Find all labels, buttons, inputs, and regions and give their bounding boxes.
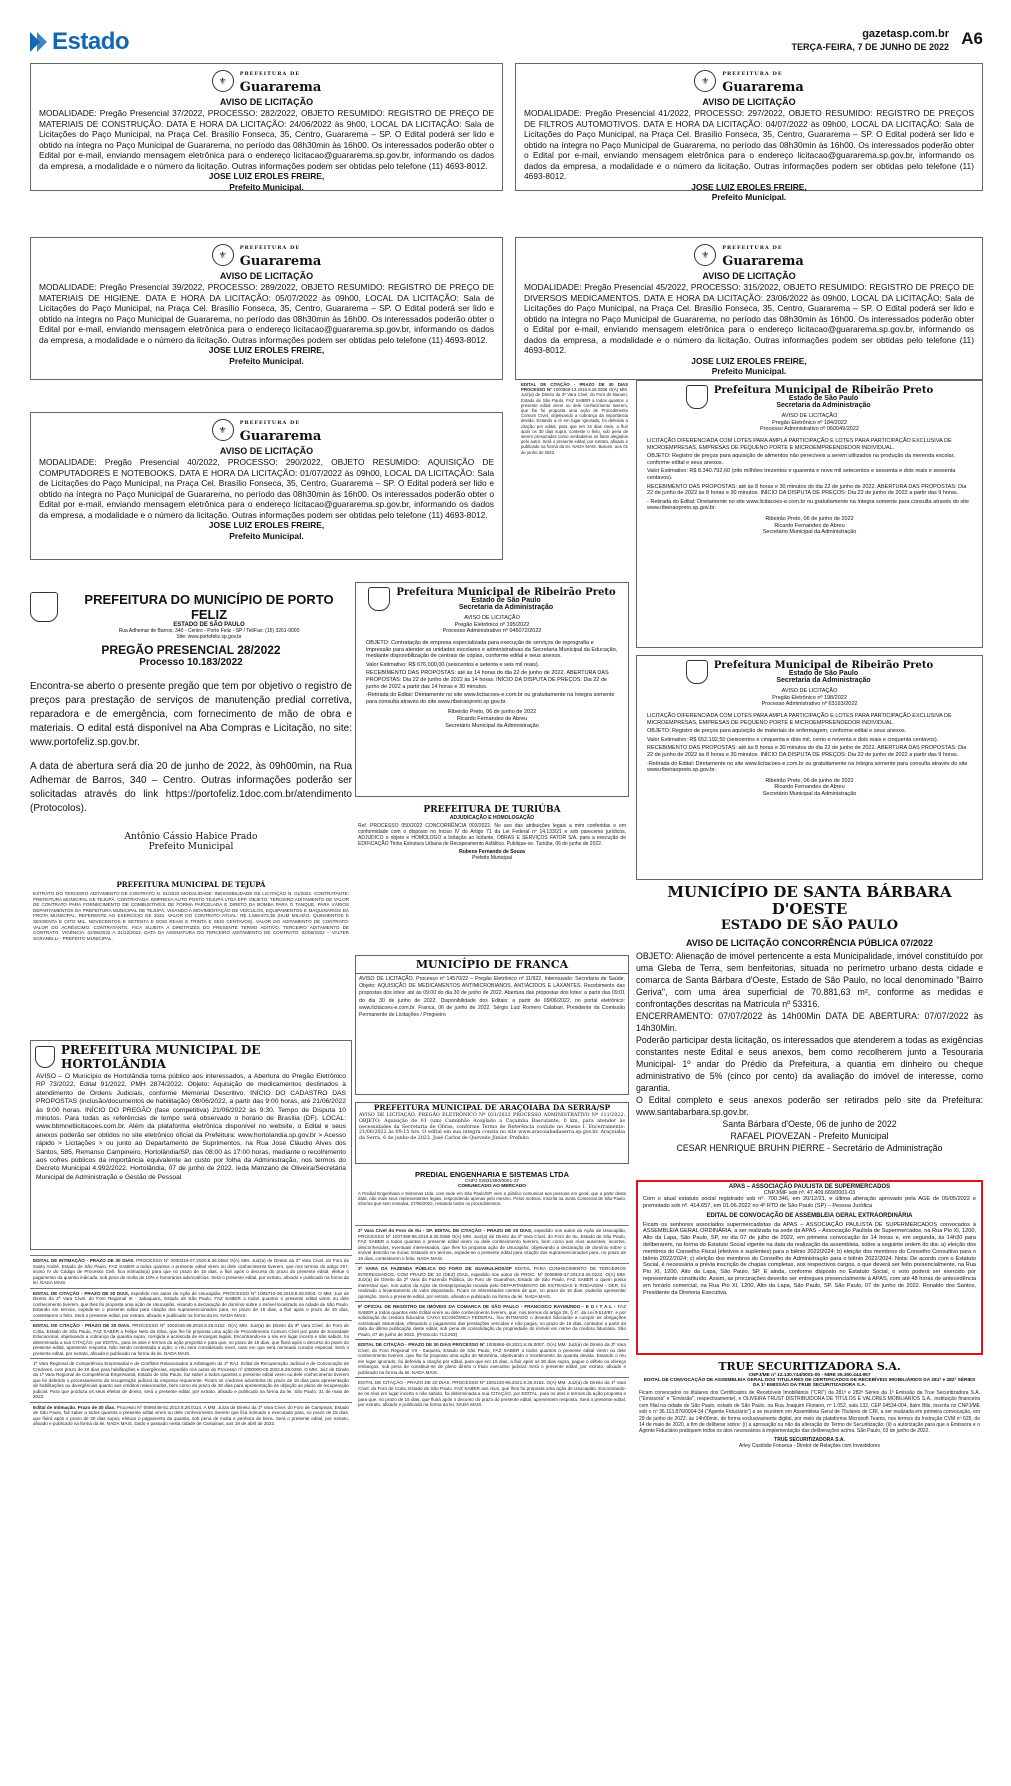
guararema-logo: ⚜ PREFEITURA DE Guararema [212,417,322,443]
apas-notice: APAS – ASSOCIAÇÃO PAULISTA DE SUPERMERCADOS CNPJ/MF sob nº. 47.409.669/0001-03 Com o atual estatuto social registrado sob nº. 700.346, em 20/12/21, e última alteração aprovado pela AGE de 05/05/2022 e premotado sob nº. 414.657, em 01.06.2022 no 4º RTD de São Paulo (SP) – Pessoa Jurídica EDITAL DE CONVOCAÇÃO DE ASSEMBLEIA GERAL EXTRAORDINÁRIA Ficam os senhores associados supermercadistas da APAS – ASSOCIAÇÃO PAULISTA DE SUPERMERCADOS convocados à ASSEMBLEIA GERAL ORDINÁRIA, a ser realizada na sede da APAS – Associação Paulista de Supermercados, na Rua Pio XI, 1200, Alto da Lapa, São Paulo, SP, no dia 07 de julho de 2022, em primeira convocação às 14 horas e, em segunda, às 14h30 para deliberarem, na forma do Estatuto Social vigente na data da realização da assembleia, sobre a seguinte ordem do dia: a) eleição dos membros do Conselho Fiscal (efetivos e suplentes) para o biênio 2022/2024; b) eleição dos membros do Conselho Consultivo para o biênio 2022/2024; c) eleição dos membros do Conselho de Administração para o biênio 2022/2024. Nota: De acordo com o Estatuto Social, é necessária a prévia inscrição de chapas completas, aos respectivos cargos, o que deverá ser feito presencialmente, na Rua Pio XI, 1200, Alto da Lapa, São Paulo, SP. E ainda, conforme disposto no Estatuto Social, o voto poderá ser exercido por representante constituído. Assim, as procurações deverão ser entregues presencialmente à APAS, com até 48 horas de antecedência em horário comercial, na Rua Pio XI, 1200, Alto da Lapa, São Paulo, SP. São Paulo, 07 de junho de 2022. Ronaldo dos Santos, Presidente da Diretoria Executiva. [636,1180,983,1355]
coat-of-arms-icon: ⚜ [212,70,234,92]
signer-role: Prefeito Municipal [148,842,234,852]
guararema-logo: ⚜ PREFEITURA DE Guararema [694,242,804,268]
notice-body: MODALIDADE: Pregão Presencial 40/2022, PROCESSO: 290/2022, OBJETO RESUMIDO: AQUISIÇÃO DE COMPUTADORES E NOTEBOOKS. DATA E HORA DA LICITAÇÃO: 01/07/2022 às 09h00, LOCAL DA LICITAÇÃO: Sala de Licitações do Paço Municipal, na Praça Cel. Brasílio Fonseca, 35, Centro, Guararema – SP. O Edital poderá ser lido e obtido na íntegra no Paço Municipal de Guararema, no período das 08h30min às 16h00. Os interessados poderão obter o Edital por e-mail, enviando mensagem eletrônica para o endereço licitacao@guararema.sp.gov.br, informando os dados da empresa, a modalidade e o número da licitação. Outras informações podem ser obtidas pelo telefone (11) 4693-8012. [39,457,494,520]
signer: JOSE LUIZ EROLES FREIRE, [208,345,325,355]
guararema-notice-5 [30,412,503,560]
coat-of-arms-icon: ⚜ [212,244,234,266]
notice-body: MODALIDADE: Pregão Presencial 45/2022, PROCESSO: 315/2022, OBJETO RESUMIDO: REGISTRO DE PREÇO DE DIVERSOS MEDICAMENTOS. DATA E HORA DA LICITAÇÃO: 23/06/2022 às 09h00, LOCAL DA LICITAÇÃO: Sala de Licitações do Paço Municipal, na Praça Cel. Brasílio Fonseca, 35, Centro, Guararema – SP. O Edital poderá ser lido e obtido na íntegra no Paço Municipal de Guararema, no período das 08h30min às 16h00. Os interessados poderão obter o Edital por e-mail, enviando mensagem eletrônica para o endereço licitacao@guararema.sp.gov.br, informando os dados da empresa, a modalidade e o número da licitação. Outras informações podem ser obtidas pelo telefone (11) 4693-8012. [524,282,974,355]
coat-of-arms-icon: ⚜ [694,70,716,92]
hortolandia-notice: PREFEITURA MUNICIPAL DE HORTOLÂNDIA AVISO – O Município de Hortolândia torna público aos interessados, a Abertura do Pregão Eletrônico RP 73/2022, Edital 91/2022, PMH 2874/2022. Objeto: Aquisição de medicamentos destinados à atendimento de Ordens Judiciais, conforme Memorial Descritivo. INÍCIO DO CADASTRO DAS PROPOSTAS (inclusão/documentos de habilitação) 08/06/2022, a partir das 9:00 horas, até 21/06/2022 às 9:00 horas. INÍCIO DO PREGÃO (fase competitiva) 21/06/2022 às 9:30. Tempo de Disputa 10 minutos. Para todas as referências de tempo será observado o horário de Brasília (DF). LOCAL: www.bbmnetlicitacoes.com.br. Além da plataforma eletrônica disponível no website, o Edital e seus anexos poderão ser obtidos no site eletrônico oficial da Prefeitura: www.hortolandia.sp.gov.br > Acesso rápido > Licitações > ou junto ao Departamento de Suprimentos, na Rua José Cláudio Alves dos Santos, 585, Remanso Campineiro, Hortolândia/SP, das 08:00 às 17:00 horas, mediante o recolhimento aos cofres públicos da importância equivalente ao custo por folha da Administração, nos termos do Decreto Municipal 4.992/2022. Hortolândia, 07 de junho de 2022. Ieda Manzano de Oliveira/Secretária Municipal de Administração e Gestão de Pessoal [30,1040,352,1250]
guararema-logo: ⚜ PREFEITURA DE Guararema [212,68,322,94]
coat-of-arms-icon [368,587,390,611]
guararema-logo: ⚜ PREFEITURA DE Guararema [212,242,322,268]
aracoiaba-notice: PREFEITURA MUNICIPAL DE ARAÇOIABA DA SERRA/SP AVISO DE LICITAÇÃO, PREGÃO ELETRÔNICO Nº 031/2022 PROCESSO ADMINISTRATIVO Nº 111/2022. OBJETO: Aquisição de 01 (um) Caminhão Acoplado a Caçamba Basculante, 0 km, para atender às necessidades da Secretaria de Obras, conforme Termo de Referência contido no Anexo I. Encerramento: 21/06/2022 às 09:15 hrs. O edital em sua íntegra consta no site www.aracoiabadaserra.sp.gov.br. Araçoiaba da Serra, 6 de junho de 2022. José Carlos de Quevedo Júnior. Prefeito [355,1102,629,1164]
porto-feliz-notice: PREFEITURA DO MUNICÍPIO DE PORTO FELIZ ESTADO DE SÃO PAULO Rua Adhemar de Barros, 340 - Centro - Porto Feliz - SP / Tel/Fax: (15) 3261-9000 Site: www.portofeliz.sp.gov.br PREGÃO PRESENCIAL 28/2022 Processo 10.183/2022 Encontra-se aberto o presente pregão que tem por objetivo o registro de preços para prestação de serviços de manutenção predial corretiva, reparadora e de emergência, com fornecimento de mão de obra e materiais. O edital está disponível na Aba Compras e Licitação, no site: www.portofeliz.sp.gov.br. A data de abertura será dia 20 de junho de 2022, às 09h00min, na Rua Adhemar de Barros, 340 – Centro. Outras informações poderão ser solicitadas através do link https://portofeliz.1doc.com.br/atendimento (Protocolos). Antônio Cássio Habice Prado Prefeito Municipal [30,592,352,872]
notice-body: MODALIDADE: Pregão Presencial 39/2022, PROCESSO: 289/2022, OBJETO RESUMIDO: REGISTRO DE PREÇO DE MATERIAIS DE HIGIENE. DATA E HORA DA LICITAÇÃO: 05/07/2022 às 09h00, LOCAL DA LICITAÇÃO: Sala de Licitações do Paço Municipal, na Praça Cel. Brasílio Fonseca, 35, Centro, Guararema – SP. O Edital poderá ser lido e obtido na íntegra no Paço Municipal de Guararema, no período das 08h30min às 16h00. Os interessados poderão obter o Edital por e-mail, enviando mensagem eletrônica para o endereço licitacao@guararema.sp.gov.br, informando os dados da empresa, a modalidade e o número da licitação. Outras informações podem ser obtidas pelo telefone (11) 4693-8012. [39,282,494,345]
ribeirao-preto-notice-b: Prefeitura Municipal de Ribeirão Preto Estado de São Paulo Secretaria da Administração AVISO DE LICITAÇÃO Pregão Eletrônico nº 195/2022 Processo Administrativo nº 046072/2022 OBJETO: Contratação de empresa especializada para execução de serviços de reprografia e impressão para atender as unidades escolares e administrativas da Secretaria Municipal da Educação, mediante disponibilização de centrais de cópias, conforme edital e seus anexos. Valor Estimativo: R$ 676.000,00 (seiscentos e setenta e seis mil reais). RECEBIMENTO DAS PROPOSTAS: até às 14 horas do dia 22 de junho de 2022. ABERTURA DAS PROPOSTAS: Dia 22 de junho de 2022 às 14 horas. INÍCIO DA DISPUTA DE PREÇOS: Dia 22 de junho de 2022 a partir das 14 horas e 30 minutos. -Retirada do Edital: Diretamente no site www.licitacoes-e.com.br ou gratuitamente na íntegra somente para consulta através do site www.ribeiraopreto.sp.gov.br. Ribeirão Preto, 06 de junho de 2022 Ricardo Fernandes de Abreu Secretário Municipal da Administração [355,582,629,797]
notice-title: AVISO DE LICITAÇÃO [219,271,314,281]
notice-title: AVISO DE LICITAÇÃO [702,271,796,281]
predial-notice: PREDIAL ENGENHARIA E SISTEMAS LTDA CNPJ 02831360/0001-27 COMUNICADO AO MERCADO A Predial Engenharia e Sistemas Ltda. com sede em São Paulo/SP, vem a público comunicar aos pessoas em geral, que a partir desta data, não mais seus representantes legais, respondendo apenas pelo mesmo. Pelos motivos, inscrita na Junta Comercial de São Paulo, informa que sem ressalva, 27/06/2022, restando todos os procedimentos. [355,1170,629,1220]
coat-of-arms-icon [30,592,58,622]
chevron-right-icon [28,30,52,54]
guararema-notice-1 [30,63,503,191]
legal-editais-middle: 2ª Vara Cível do Foro de Itu - SP. EDITAL DE CITAÇÃO - PRAZO DE 20 DIAS, expedido nos autos da Ação de Usucapião, PROCESSO Nº 1007489-56.2019.8.26.0286 O(A) MM. Juiz(a) de Direito da 2ª Vara Cível, do Foro de Itu, Estado de São Paulo, FAZ SABER a todos quantos o presente edital virem ou dele conhecimento tiverem, bem como aos réus ausentes, incertos, desconhecidos, eventuais interessados, que lhes foi proposta ação de Usucapião, objetivando a declaração de domínio sobre o imóvel descrito na inicial. Estando em termos, expede-se o presente edital para citação dos supramencionados para, no prazo de 15 dias, contestarem o feito. NADA MAIS. 2ª VARA DA FAZENDA PÚBLICA DO FORO DE GUARULHOS/SP EDITAL PARA CONHECIMENTO DE TERCEIROS INTERESSADOS, COM PRAZO DE 10 (DEZ) DIAS, expedido nos autos do PROC. Nº 0008995-37.2013.8.26.0224. O(A) MM. Juiz(a) de Direito da 2ª Vara da Fazenda Pública, do Foro de Guarulhos, Estado de São Paulo, FAZ SABER a quem possa interessar que, nos autos da Ação de Desapropriação movida pelo DEPARTAMENTO DE ESTRADAS E RODAGEM - DER, foi realizado o levantamento do valor depositado. Ficam os interessados cientes de que, no prazo de 10 dias, poderão apresentar oposição. Será o presente edital, por extrato, afixado e publicado na forma da lei. NADA MAIS. 9º OFICIAL DE REGISTRO DE IMÓVEIS DA COMARCA DE SÃO PAULO - FRANCISCO RAYMUNDO - E D I T A L - FAZ SABER a todos quantos este Edital virem ou dele conhecimento tiverem, que, nos termos do artigo 26, § 4º, da Lei 9.514/97, e por solicitação da credora fiduciária CAIXA ECONÔMICA FEDERAL, fica INTIMADO o devedor fiduciante a cumprir as obrigações contratuais assumidas, efetuando o pagamento das prestações vencidas e não pagas, no prazo de 15 dias, contados a partir da data da última publicação deste edital, sob pena de consolidação da propriedade do imóvel em nome da credora fiduciária. São Paulo, 07 de junho de 2022. (Protocolo 713.263) EDITAL DE CITAÇÃO - PRAZO DE 30 DIAS PROCESSO Nº 1006886-48.2021.8.26.0007. O(A) MM. Juiz(a) de Direito da 3ª Vara Cível, do Foro Regional VII - Itaquera, Estado de São Paulo, FAZ SABER a todos quantos o presente edital virem ou dele conhecimento tiverem, que lhe foi proposta uma ação de Monitória, objetivando o recebimento da quantia devida. Estando o réu em lugar ignorado, foi deferida a citação por edital, para que em 15 dias, a fluir após os 30 dias supra, pague o débito ou ofereça embargos, sob pena de constituir-se de pleno direito o título executivo judicial. Será o presente edital, por extrato, afixado e publicado na forma da lei. NADA MAIS. EDITAL DE CITAÇÃO - PRAZO DE 20 DIAS. PROCESSO Nº 1001233-66.2021.8.26.0152. O(A) MM. Juiz(a) de Direito da 1ª Vara Cível, do Foro de Cotia, Estado de São Paulo, FAZ SABER aos réus, que lhes foi proposta uma ação de Usucapião. Encontrando-se os réus em lugar incerto e não sabido, foi determinada a sua CITAÇÃO, por EDITAL, para os atos e termos da ação proposta e para que, no prazo de 15 dias, que fluirá após o decurso do prazo do presente edital, apresentem resposta. Será o presente edital, por extrato, afixado e publicado na forma da lei. NADA MAIS. [355,1225,629,1750]
legal-editais-left: EDITAL DE INTIMAÇÃO - PRAZO DE 30 DIAS. PROCESSO Nº 0000319-07.2020.8.26.0554 O(A) MM. Juiz(a) de Direito da 2ª Vara Cível, do Foro de Santo André, Estado de São Paulo, FAZ SABER a todos quantos o presente edital virem ou dele conhecimento tiverem, que nos termos do artigo 257, inciso IV do Código de Processo Civil, fica intimado(a) para que no prazo de 15 dias, a fluir após o decurso do prazo do presente edital, efetue o pagamento da quantia indicada, sob pena de multa de 10% e honorários advocatícios. Será o presente edital, por extrato, afixado e publicado na forma da lei. NADA MAIS. EDITAL DE CITAÇÃO - PRAZO DE 20 DIAS, expedido nos autos da Ação de Usucapião, PROCESSO Nº 1005710-36.2019.8.26.0003. O MM. Juiz de Direito da 2ª Vara Cível, do Foro Regional III - Jabaquara, Estado de São Paulo, FAZ SABER a todos quantos o presente edital virem ou dele conhecimento tiverem, que lhes foi proposta uma ação de Usucapião, visando a declaração de domínio sobre o imóvel localizado na cidade de São Paulo. Estando em termos, expede-se o presente edital para citação dos supramencionados para, no prazo de 15 dias, a fluir após o prazo de 20 dias, contestarem o feito. Será o presente edital, por extrato, afixado e publicado na forma da lei. NADA MAIS. EDITAL DE CITAÇÃO - PRAZO DE 20 DIAS. PROCESSO Nº 1002346-68.2018.8.26.0152. O(A) MM. Juiz(a) de Direito da 3ª Vara Cível, do Foro de Cotia, Estado de São Paulo, FAZ SABER a Felipe Neto da Silva, que lhe foi proposta uma ação de Procedimento Comum Cível por parte de Sociedade Educacional, objetivando a cobrança da quantia supra, corrigida e acrescida de encargos legais. Encontrando-se o réu em lugar incerto e não sabido, foi determinada a sua CITAÇÃO, por EDITAL, para os atos e termos da ação proposta e para que, no prazo de 15 dias, que fluirá após o decurso do prazo do presente edital, apresente resposta. Não sendo contestada a ação, o réu será considerado revel, caso em que será nomeado curador especial. Será o presente edital, por extrato, afixado e publicado na forma da lei. NADA MAIS. 1ª Vara Regional de Competência Empresarial e de Conflitos Relacionados à Arbitragem da 1ª RAJ. Edital de Recuperação Judicial e de Convocação de Credores, com prazo de 10 dias para habilitações e divergências, expedido nos autos do Processo nº 1000000-00.2022.8.26.0260. O MM. Juiz de Direito da 1ª Vara Regional de Competência Empresarial, Estado de São Paulo, faz saber a todos quantos o presente edital virem ou dele conhecimento tiverem que foi deferido o processamento da recuperação judicial da empresa requerente. Ficam os credores advertidos do prazo de 15 dias para apresentação de habilitações ou divergências quanto aos créditos relacionados, bem como do prazo de 30 dias para apresentação de objeção ao plano de recuperação judicial. Para que produza os seus efeitos de direito, será o presente edital, por extrato, afixado e publicado na forma da lei. São Paulo, 31 de maio de 2022. Edital de Intimação. Prazo de 30 dias. Processo Nº 0006448-81.2012.8.26.0114. A MM. Juíza de Direito da 1ª Vara Cível, do Foro de Campinas, Estado de São Paulo, faz saber a todos quantos o presente edital virem ou dele conhecimento tiverem que fica intimado o executado para, no prazo de 15 dias, que fluirá após o prazo de 30 dias supra, efetuar o pagamento da quantia, sob pena de multa e penhora de bens. Será o presente edital, por extrato, afixado e publicado na forma da lei. NADA MAIS. Dado e passado nesta cidade de Campinas, aos 19 de abril de 2022. [30,1255,352,1750]
coat-of-arms-icon [686,385,708,409]
tejupa-notice: PREFEITURA MUNICIPAL DE TEJUPÁ EXTRATO DO TERCEIRO ADITAMENTO DE CONTRATO N. 01/2022 MODALIDADE: INEXIGIBILIDADE DE LICITAÇÃO N. 01/2022. CONTRATANTE: PREFEITURA MUNICIPAL DE TEJUPÁ. CONTRATADA: EMPRESA AUTO POSTO TEJUPÁ LTDA EPP. OBJETO: TERCEIRO ADITAMENTO DE VALOR DE CONTRATO PARA FORNECIMENTO DE COMBUSTÍVEIS DE FORMA PARCELADA E DIRETO DA BOMBA PARA O TANQUE, PARA VÁRIOS DEPARTAMENTOS DA PREFEITURA MUNICIPAL DE TEJUPÁ, VISANDO A MOVIMENTAÇÃO DE VEÍCULOS, EQUIPAMENTOS E MAQUINÁRIOS DA FROTA MUNICIPAL, REFERENTE AO EXERCÍCIO DE 2022. VALOR DO CONTRATO ATUAL: R$ 1.568.972,36 (HUM MILHÃO, QUINHENTOS E SESSENTA E OITO MIL, NOVECENTOS E SETENTA E DOIS REAIS E TRINTA E SEIS CENTAVOS). VALOR DO ADITAMENTO DE CONTRATO: VALOR DO ACRÉSCIMO. CONTRATANTE, FICA SUJEITA A DIRETRIZES DO PRESENTE TERMO ADITIVO. TERCEIRO ADITAMENTO DE CONTRATO. VIGÊNCIA: 02/06/2022 A 31/12/2022. DATA DA ASSINATURA DO TERCEIRO ADITAMENTO DE CONTRATO: 02/06/2022 – VALTER SCRANELLI - PREFEITO MUNICIPAL. [30,880,352,1030]
santa-barbara-notice: MUNICÍPIO DE SANTA BÁRBARA D'OESTE ESTADO DE SÃO PAULO AVISO DE LICITAÇÃO CONCORRÊNCIA PÚBLICA 07/2022 OBJETO: Alienação de imóvel pertencente a esta Municipalidade, imóvel constituído por uma Gleba de Terra, sem benfeitorias, situada no perímetro urbano desta cidade e comarca de Santa Bárbara d'Oeste, Estado de São Paulo, no local denominado "Bairro Geriva", com uma área superficial de 70.881,63 m², conforme as medidas e confrontações descritas na Matrícula nº 53316. ENCERRAMENTO: 07/07/2022 às 14h00Min DATA DE ABERTURA: 07/07/2022 às 14h30Min. Poderão participar desta licitação, os interessados que atenderem a todas as exigências constantes neste Edital e seus anexos, bem como recolherem junto a Tesouraria Municipal- 1º andar do Prédio da Prefeitura, a quantia em dinheiro ou cheque administrativo de 5% (cinco por cento) da avaliação do imóvel de interesse, como garantia. O Edital completo e seus anexos poderão ser retirados pelo site da Prefeitura: www.santabarbara.sp.gov.br. Santa Bárbara d'Oeste, 06 de junho de 2022 RAFAEL PIOVEZAN - Prefeito Municipal CESAR HENRIQUE BRUHN PIERRE - Secretário de Administração [636,884,983,1174]
edition-date: TERÇA-FEIRA, 7 DE JUNHO DE 2022 [791,42,949,52]
guararema-notice-3 [30,237,503,380]
site-url[interactable]: gazetasp.com.br [862,28,949,40]
pregao-title: PREGÃO PRESENCIAL 28/2022 [101,643,281,657]
notice-title: AVISO DE LICITAÇÃO [219,97,314,107]
legal-notice-citacao: EDITAL DE CITAÇÃO - PRAZO DE 30 DIAS PROCESSO Nº 1000868-13.2018.8.26.0068 O(A) MM. Juiz(a) de Direito da 3ª Vara Cível, do Foro de Barueri, Estado de São Paulo, FAZ SABER a todos quantos o presente edital virem ou dele conhecimento tiverem, que lhe foi proposta uma ação de Procedimento Comum Cível, objetivando a cobrança da importância devida. Estando a ré em lugar ignorado, foi deferida a citação por edital, para que em 15 dias úteis, a fluir após os 30 dias supra, conteste o feito, sob pena de serem presumidos como verdadeiros os fatos alegados pelo autor. Será o presente edital, por extrato, afixado e publicado na forma da lei. NADA MAIS. Barueri, aos 01 de junho de 2022. [518,380,631,570]
signer-role: Prefeito Municipal. [229,181,304,192]
notice-title: AVISO DE LICITAÇÃO [219,446,314,456]
signer-role: Prefeito Municipal. [711,192,787,202]
ribeirao-preto-notice-a: Prefeitura Municipal de Ribeirão Preto Estado de São Paulo Secretaria da Administração AVISO DE LICITAÇÃO Pregão Eletrônico nº 184/2022 Processo Administrativo nº 060049/2022 LICITAÇÃO DIFERENCIADA COM LOTES PARA AMPLA PARTICIPAÇÃO E LOTES PARA PARTICIPAÇÃO EXCLUSIVA DE MICROEMPRESAS, EMPRESAS DE PEQUENO PORTE E MICROEMPREENDEDOR INDIVIDUAL. OBJETO: Registro de preços para aquisição de alimentos não perecíveis a serem utilizados na produção da merenda escolar, conforme edital e seus anexos. Valor Estimativo: R$ 8.340.792,60 (oito milhões trezentos e quarenta e nove mil setecentos e sessenta e dois reais e sessenta centavos). RECEBIMENTO DAS PROPOSTAS: até às 8 horas e 30 minutos do dia 22 de junho de 2022. ABERTURA DAS PROPOSTAS: Dia 22 de junho de 2022 às 8 horas e 30 minutos. INÍCIO DA DISPUTA DE PREÇOS: Dia 22 de junho de 2022 a partir das 9 horas. - Retirada do Edital: Diretamente no site www.licitacoes-e.com.br ou gratuitamente na íntegra somente para consulta através do site www.ribeiraopreto.sp.gov.br. Ribeirão Preto, 06 de junho de 2022 Ricardo Fernandes de Abreu Secretário Municipal da Administração [636,380,983,648]
coat-of-arms-icon: ⚜ [694,244,716,266]
rp-header: Prefeitura Municipal de Ribeirão Preto Estado de São Paulo Secretaria da Administração [637,385,982,409]
signer-role: Prefeito Municipal. [229,530,304,541]
signer: Antônio Cássio Habice Prado [124,832,258,842]
brand-name: Estado [52,28,130,55]
processo-number: Processo 10.183/2022 [139,657,243,668]
coat-of-arms-icon: ⚜ [212,419,234,441]
page-number: A6 [961,29,983,48]
guararema-notice-4 [515,237,983,380]
brand-logo[interactable] [28,28,129,56]
guararema-notice-2 [515,63,983,202]
legal-text: 1000868-13.2018.8.26.0068 O(A) MM. Juiz(a) de Direito da 3ª Vara Cível, do Foro de Barueri, Estado de São Paulo, FAZ SABER a todos quantos o presente edital virem ou dele conhecimento tiverem, que lhe foi proposta uma ação de Procedimento Comum Cível, objetivando a cobrança da importância devida. Estando a ré em lugar ignorado, foi deferida a citação por edital, para que em 15 dias úteis, a fluir após os 30 dias supra, conteste o feito, sob pena de serem presumidos como verdadeiros os fatos alegados pelo autor. Será o presente edital, por extrato, afixado e publicado na forma da lei. NADA MAIS. Barueri, aos 01 de junho de 2022. [521,387,628,455]
signer: JOSE LUIZ EROLES FREIRE, [691,181,807,192]
coat-of-arms-icon [35,1046,55,1068]
signer: JOSE LUIZ EROLES FREIRE, [691,355,807,366]
site-info [791,28,949,54]
true-securitizadora-notice: TRUE SECURITIZADORA S.A. CNPJ/ME nº 12.130.744/0001-00 - NIRE 35.300.444.957 EDITAL DE CONVOCAÇÃO DE ASSEMBLEIA GERAL DOS TITULARES DE CERTIFICADOS DE RECEBÍVEIS IMOBILIÁRIOS DA 281ª e 282ª SÉRIES DA 1ª EMISSÃO DA TRUE SECURITIZADORA S.A. Ficam convocados os titulares dos Certificados de Recebíveis Imobiliários ("CRI") da 281ª e 282ª Séries da 1ª Emissão da True Securitizadora S.A. ("Emissora" e "Emissão", respectivamente), e OLIVEIRA TRUST DISTRIBUIDORA DE TÍTULOS E VALORES MOBILIÁRIOS S.A., instituição financeira com filial na cidade de São Paulo, estado de São Paulo, na Rua Joaquim Floriano, nº 1.052, sala 132, CEP 04534-004, Itaim Bibi, inscrita no CNPJ/ME sob o nº 36.113.876/0004-34 ("Agente Fiduciário") a se reunirem em Assembleia Geral de Titulares de CRI, a ser realizada em primeira convocação, em 29 de junho de 2022, às 14h00min, de forma exclusivamente digital, por meio da plataforma Microsoft Teams, nos termos da Instrução CVM nº 625, de 14 de maio de 2020, a fim de deliberar sobre: (i) a aprovação ou não da alteração do Termo de Securitização; (ii) a autorização para que a Emissora e o Agente Fiduciário pratiquem todos os atos necessários à implementação das deliberações acima. São Paulo, 03 de junho de 2022. TRUE SECURITIZADORA S.A. Arley Custódio Fonseca - Diretor de Relações com Investidores [636,1360,983,1750]
signer-role: Prefeito Municipal. [229,355,304,366]
notice-body: MODALIDADE: Pregão Presencial 41/2022, PROCESSO: 297/2022, OBJETO RESUMIDO: REGISTRO DE PREÇOS DE FILTROS AUTOMOTIVOS. DATA E HORA DA LICITAÇÃO: 04/07/2022 às 09h00, LOCAL DA LICITAÇÃO: Sala de Licitações do Paço Municipal, na Praça Cel. Brasílio Fonseca, 35, Centro, Guararema – SP. O Edital poderá ser lido e obtido na íntegra no Paço Municipal de Guararema, no período das 08h30min às 16h00. Os interessados poderão obter o Edital por e-mail, enviando mensagem eletrônica para o endereço licitacao@guararema.sp.gov.br, informando os dados da empresa, a modalidade e o número da licitação. Outras informações podem ser obtidas pelo telefone (11) 4693-8012. [524,108,974,181]
signer-role: Prefeito Municipal. [711,366,787,376]
notice-body: MODALIDADE: Pregão Presencial 37/2022, PROCESSO: 282/2022, OBJETO RESUMIDO: REGISTRO DE PREÇO DE MATERIAIS DE CONSTRUÇÃO. DATA E HORA DA LICITAÇÃO: 24/06/2022 às 9h00, LOCAL DA LICITAÇÃO: Sala de Licitações do Paço Municipal, na Praça Cel. Brasílio Fonseca, 35, Centro, Guararema – SP. O Edital poderá ser lido e obtido na íntegra no Paço Municipal de Guararema, no período das 08h30min às 16h00. Os interessados poderão obter o Edital por e-mail, enviando mensagem eletrônica para o endereço licitacao@guararema.sp.gov.br, informando os dados da empresa, a modalidade e o número da licitação. Outras informações podem ser obtidas pelo telefone (11) 4693-8012. [39,108,494,171]
guararema-logo: ⚜ PREFEITURA DE Guararema [694,68,804,94]
page-header [28,28,983,58]
signer: JOSE LUIZ EROLES FREIRE, [208,520,325,530]
turiuba-notice: PREFEITURA DE TURIÚBA ADJUDICAÇÃO E HOMOLOGAÇÃO Ref. PROCESSO 050/2022 CONCORRÊNCIA 003/2022. No uso das atribuições legais a mim conferidas e em conformidade com o disposto no Inciso IV do Artigo 71 da Lei Federal nº 14.133/21 e sob pareceres jurídicos, ADJUDICO o objeto e HOMOLOGO a licitação ao licitante, OBRAS E SERVIÇOS FATOR S/A, para a execução de EDIFICAÇÃO Tinha Estrutura Urbana de Recapeamento Asfáltico. Publique-se. Turiúba, 06 de junho de 2022. Rubens Fernando de Souza Prefeito Municipal [355,805,629,945]
ribeirao-preto-notice-c: Prefeitura Municipal de Ribeirão Preto Estado de São Paulo Secretaria da Administração AVISO DE LICITAÇÃO Pregão Eletrônico nº 198/2022 Processo Administrativo nº 63193/2022 LICITAÇÃO DIFERENCIADA COM LOTES PARA AMPLA PARTICIPAÇÃO E LOTES PARA PARTICIPAÇÃO EXCLUSIVA DE MICROEMPRESAS, EMPRESAS DE PEQUENO PORTE E MICROEMPREENDEDOR INDIVIDUAL. OBJETO: Registro de preços para aquisição de materiais de enfermagem, conforme edital e seus anexos. Valor Estimativo: R$ 652.192,50 (seiscentos e cinquenta e dois mil, cento e noventa e dois reais e cinquenta centavos). RECEBIMENTO DAS PROPOSTAS: até às 8 horas e 30 minutos do dia 22 de junho de 2022. ABERTURA DAS PROPOSTAS: Dia 22 de junho de 2022 às 8 horas e 30 minutos. INÍCIO DA DISPUTA DE PREÇOS: Dia 22 de junho de 2022 a partir das 9 horas. -Retirada do Edital: Diretamente no site www.licitacoes-e.com.br ou gratuitamente na íntegra somente para consulta através do site www.ribeiraopreto.sp.gov.br. Ribeirão Preto, 06 de junho de 2022 Ricardo Fernandes de Abreu Secretário Municipal da Administração [636,655,983,880]
franca-notice: MUNICÍPIO DE FRANCA AVISO DE LICITAÇÃO. Processo nº 14570/22 – Pregão Eletrônico nº 11/922. Interessado: Secretaria de Saúde. Objeto: AQUISIÇÃO DE MEDICAMENTOS ANTIMICROBIANOS, ANTIÁCIDOS E LAXANTES. Recebimento das propostas dos lotes: até às 09:00 do dia 30 de junho de 2022. Abertura das propostas dos lotes: a partir das 09:01 do dia 30 de junho de 2022. Disponibilidade dos Editais: a partir de 09/06/2022, no portal eletrônico: www.licitacoes-e.com.br. Franca, 06 de junho de 2022. Sérgio Luiz Romero Calabari. Presidente da Comissão Permanente de Licitações / Pregoeiro [355,955,629,1095]
coat-of-arms-icon [686,660,708,684]
notice-title: AVISO DE LICITAÇÃO [702,97,796,107]
signer: JOSE LUIZ EROLES FREIRE, [208,171,325,181]
